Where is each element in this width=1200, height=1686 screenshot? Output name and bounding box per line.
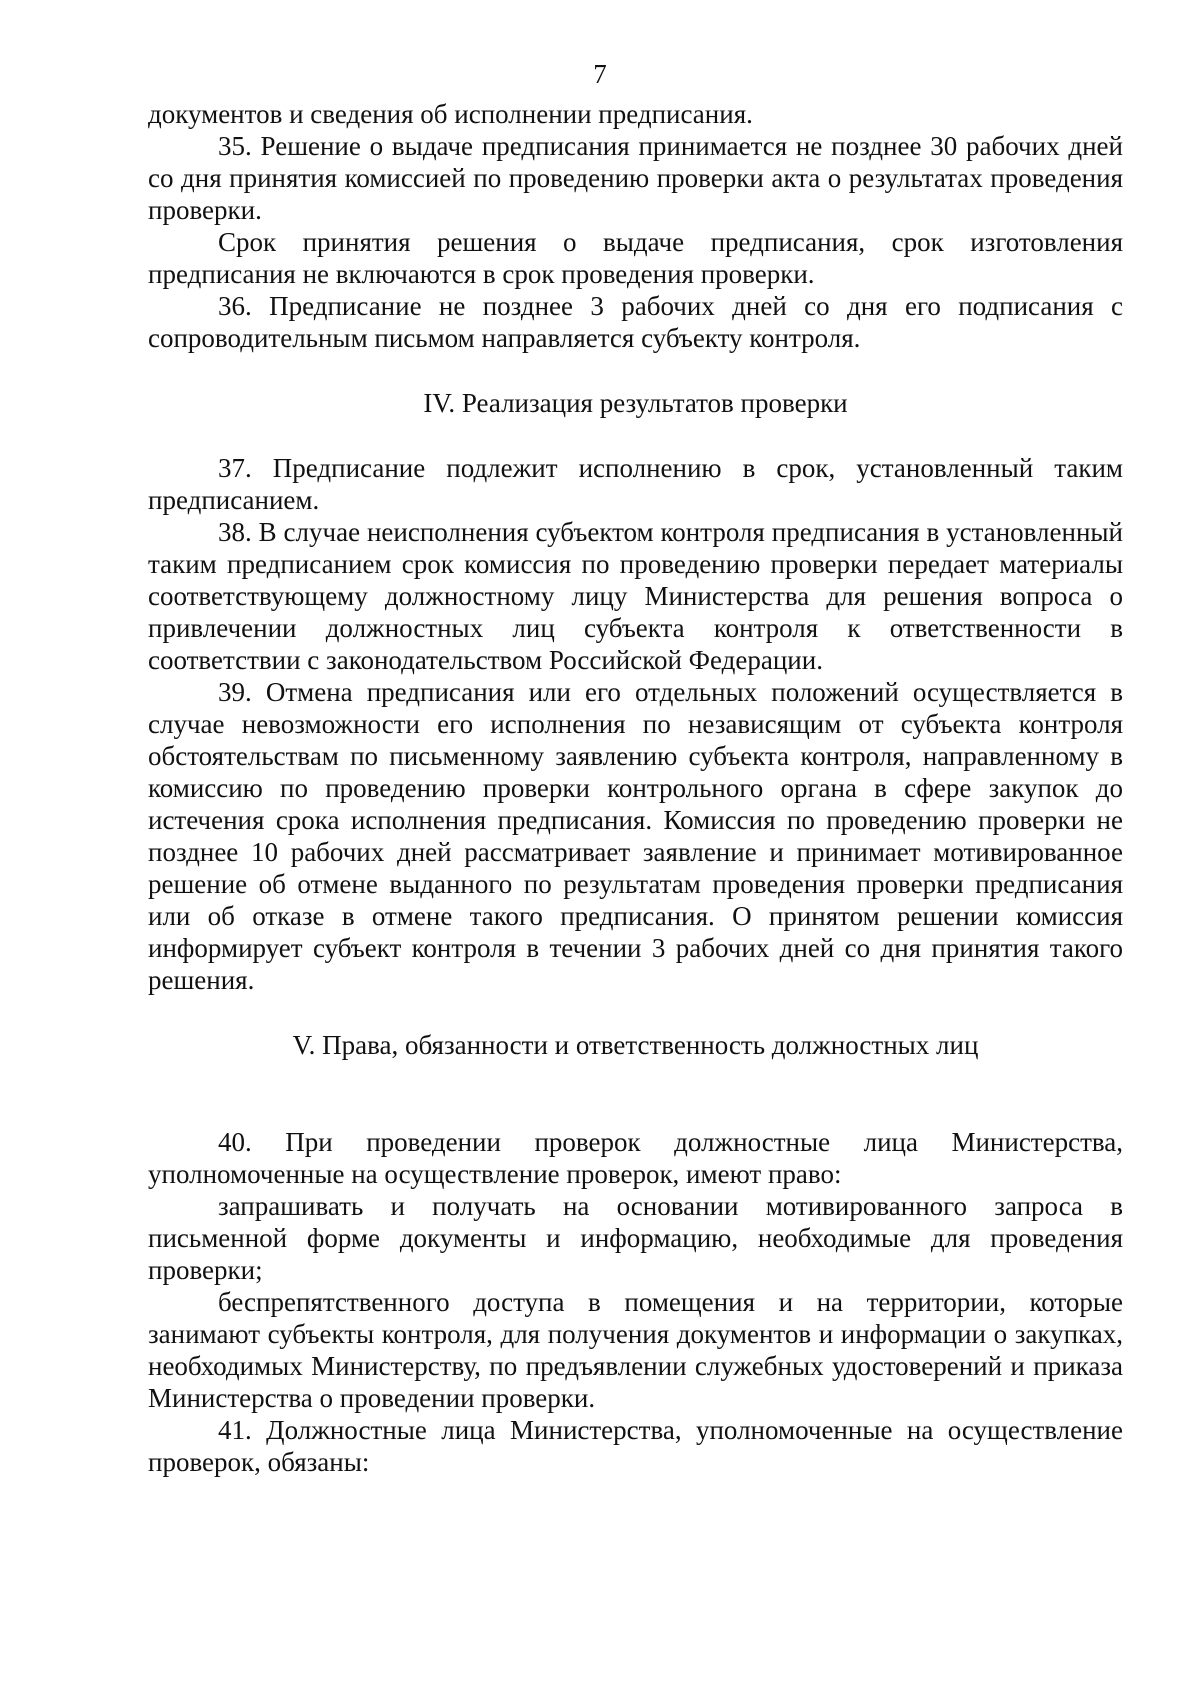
page-number: 7 [593,59,607,89]
paragraph-40: 40. При проведении проверок должностные лица Министерства, уполномоченные на осуществление проверок, имеют право: [148,1127,1123,1189]
paragraph-40-request: запрашивать и получать на основании мотивированного запроса в письменной форме документы и информацию, необходимые для проведения проверки; [148,1191,1123,1285]
section-heading-4: IV. Реализация результатов проверки [423,388,848,418]
paragraph-41: 41. Должностные лица Министерства, уполномоченные на осуществление проверок, обязаны: [148,1415,1123,1477]
paragraph-39: 39. Отмена предписания или его отдельных положений осуществляется в случае невозможности его исполнения по независящим от субъекта контроля обстоятельствам по письменному заявлению субъекта контроля, направленному в комиссию по проведению проверки контрольного органа в сфере закупок до истечения срока исполнения предписания. Комиссия по проведению проверки не позднее 10 рабочих дней рассматривает заявление и принимает мотивированное решение об отмене выданного по результатам проведения проверки предписания или об отказе в отмене такого предписания. О принятом решении комиссия информирует субъект контроля в течении 3 рабочих дней со дня принятия такого решения. [148,677,1123,995]
paragraph-40-access: беспрепятственного доступа в помещения и на территории, которые занимают субъекты контроля, для получения документов и информации о закупках, необходимых Министерству, по предъявлении служебных удостоверений и приказа Министерства о проведении проверки. [148,1287,1123,1413]
paragraph-35: 35. Решение о выдаче предписания принимается не позднее 30 рабочих дней со дня принятия комиссией по проведению проверки акта о результатах проведения проверки. [148,131,1123,225]
paragraph-continuation: документов и сведения об исполнении предписания. [148,99,753,129]
paragraph-36: 36. Предписание не позднее 3 рабочих дней со дня его подписания с сопроводительным письмом направляется субъекту контроля. [148,291,1123,353]
spacer [148,354,1123,387]
paragraph-37: 37. Предписание подлежит исполнению в срок, установленный таким предписанием. [148,453,1123,515]
spacer [148,419,1123,452]
paragraph-38: 38. В случае неисполнения субъектом контроля предписания в установленный таким предписанием срок комиссия по проведению проверки передает материалы соответствующему должностному лицу Министерства для решения вопроса о привлечении должностных лиц субъекта контроля к ответственности в соответствии с законодательством Российской Федерации. [148,517,1123,675]
spacer [148,1061,1123,1126]
document-body [148,98,1123,1478]
spacer [148,996,1123,1029]
paragraph-35-term: Срок принятия решения о выдаче предписания, срок изготовления предписания не включаются в срок проведения проверки. [148,227,1123,289]
section-heading-5: V. Права, обязанности и ответственность должностных лиц [292,1030,979,1060]
